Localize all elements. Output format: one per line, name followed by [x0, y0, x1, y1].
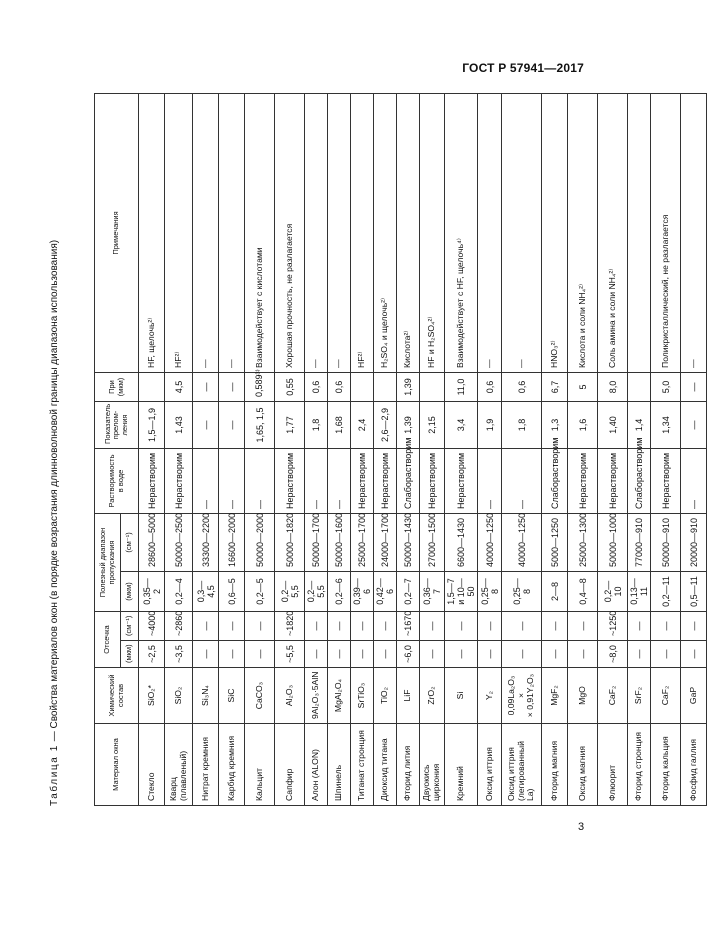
cell-cut-cm: —	[328, 611, 351, 640]
cell-material: Фторид лития	[397, 724, 420, 806]
cell-band-um: 0,2—5,5	[275, 571, 305, 611]
table-row	[502, 93, 542, 805]
cell-chem: 0,09La₂O₃ × × 0,91Y₂O₃	[502, 668, 542, 724]
cell-notes: —	[219, 93, 245, 372]
cell-chem: SrTiO₃	[351, 668, 374, 724]
cell-refr: 1,40	[598, 401, 628, 448]
cell-at	[374, 372, 397, 401]
cell-chem: SiO₂	[165, 668, 193, 724]
cell-refr: 1,39	[397, 401, 420, 448]
cell-refr: 2,15	[420, 401, 445, 448]
table-row	[445, 93, 478, 805]
cell-band-um: 0,2—7	[397, 571, 420, 611]
cell-solub: Нерастворим	[351, 448, 374, 513]
cell-band-cm: 77000—910	[628, 513, 651, 571]
cell-solub: Нерастворим	[445, 448, 478, 513]
table-row	[681, 93, 707, 805]
cell-at: —	[219, 372, 245, 401]
cell-band-cm: 5000—1250	[542, 513, 568, 571]
cell-solub: Нерастворим	[275, 448, 305, 513]
cell-band-um: 0,25—8	[502, 571, 542, 611]
cell-solub: Слаборастворим	[628, 448, 651, 513]
cell-solub: Нерастворим	[420, 448, 445, 513]
cell-notes: HNO₃²⁾	[542, 93, 568, 372]
cell-at: 6,7	[542, 372, 568, 401]
table-row	[598, 93, 628, 805]
cell-chem: 9Al₂O₃·5AlN	[305, 668, 328, 724]
cell-notes	[628, 93, 651, 372]
cell-solub: —	[305, 448, 328, 513]
cell-cut-um: —	[420, 641, 445, 668]
table-row	[328, 93, 351, 805]
cell-material: Оксид иттрия (легированный La)	[502, 724, 542, 806]
cell-chem: GaP	[681, 668, 707, 724]
cell-solub: Нерастворим	[374, 448, 397, 513]
cell-solub: —	[478, 448, 502, 513]
cell-notes: H₂SO₄ и щелочь²⁾	[374, 93, 397, 372]
cell-solub: Нерастворим	[165, 448, 193, 513]
cell-cut-um: ~6,0	[397, 641, 420, 668]
cell-chem: LiF	[397, 668, 420, 724]
cell-cut-cm: ~1670	[397, 611, 420, 640]
table-caption	[49, 94, 60, 806]
cell-cut-um: —	[351, 641, 374, 668]
cell-at	[351, 372, 374, 401]
cell-chem: CaF₂	[651, 668, 681, 724]
cell-refr: 1,5—1,9	[139, 401, 165, 448]
cell-cut-um: —	[305, 641, 328, 668]
table-row	[139, 93, 165, 805]
cell-band-cm: 16600—2000	[219, 513, 245, 571]
cell-band-um: 0,2—11	[651, 571, 681, 611]
cell-band-um: 1,5—7 и 10—50	[445, 571, 478, 611]
table-row	[628, 93, 651, 805]
cell-chem: Al₂O₃	[275, 668, 305, 724]
cell-refr: 1,4	[628, 401, 651, 448]
cell-refr: 1,3	[542, 401, 568, 448]
cell-cut-cm: ~1820	[275, 611, 305, 640]
cell-at: —	[193, 372, 219, 401]
cell-cut-cm: —	[351, 611, 374, 640]
table-row	[374, 93, 397, 805]
cell-material: Флюорит	[598, 724, 628, 806]
cell-cut-cm: —	[542, 611, 568, 640]
cell-at: —	[681, 372, 707, 401]
cell-cut-um: —	[502, 641, 542, 668]
cell-solub: —	[193, 448, 219, 513]
cell-cut-um: ~2,5	[139, 641, 165, 668]
cell-band-um: 0,4—8	[568, 571, 598, 611]
cell-band-um: 2—8	[542, 571, 568, 611]
cell-band-cm: 50000—1430	[397, 513, 420, 571]
table-row	[397, 93, 420, 805]
cell-band-cm: 33300—2200	[193, 513, 219, 571]
cell-band-cm: 50000—1600	[328, 513, 351, 571]
cell-notes: —	[681, 93, 707, 372]
cell-band-cm: 50000—1820	[275, 513, 305, 571]
cell-material: Сапфир	[275, 724, 305, 806]
cell-chem: Si	[445, 668, 478, 724]
cell-chem: ZrO₂	[420, 668, 445, 724]
cell-solub: —	[328, 448, 351, 513]
cell-at: 5	[568, 372, 598, 401]
cell-band-cm: 50000—910	[651, 513, 681, 571]
cell-at: 0,6	[328, 372, 351, 401]
cell-chem: SiO₂*	[139, 668, 165, 724]
cell-band-cm: 50000—1700	[305, 513, 328, 571]
table-row	[193, 93, 219, 805]
cell-at: 0,6	[478, 372, 502, 401]
cell-at	[420, 372, 445, 401]
cell-cut-cm: ~2860	[165, 611, 193, 640]
header-material: Материал окна	[95, 724, 139, 806]
cell-band-um: 0,6—5	[219, 571, 245, 611]
cell-refr: 2,4	[351, 401, 374, 448]
cell-notes: —	[305, 93, 328, 372]
cell-cut-cm: —	[193, 611, 219, 640]
header-band-cm: (см⁻¹)	[121, 513, 139, 571]
cell-cut-cm: —	[681, 611, 707, 640]
cell-refr: 1,43	[165, 401, 193, 448]
cell-chem: TiO₂	[374, 668, 397, 724]
cell-refr: 1,77	[275, 401, 305, 448]
cell-cut-cm: ~4000	[139, 611, 165, 640]
cell-band-cm: 25000—1300	[568, 513, 598, 571]
cell-at	[628, 372, 651, 401]
table-row	[245, 93, 275, 805]
cell-notes: —	[502, 93, 542, 372]
cell-band-cm: 27000—1500	[420, 513, 445, 571]
table-row	[351, 93, 374, 805]
cell-notes: Хорошая прочность, не разлагается	[275, 93, 305, 372]
cell-cut-cm: —	[445, 611, 478, 640]
cell-refr: 1,8	[502, 401, 542, 448]
cell-band-um: 0,5—11	[681, 571, 707, 611]
cell-solub: —	[681, 448, 707, 513]
materials-table	[94, 93, 707, 806]
cell-cut-um: —	[542, 641, 568, 668]
cell-notes: HF, щелочь²⁾	[139, 93, 165, 372]
table-row	[305, 93, 328, 805]
cell-band-um: 0,2—5	[245, 571, 275, 611]
cell-notes: —	[193, 93, 219, 372]
table-row	[275, 93, 305, 805]
cell-notes: Поликристаллический, не разлагается	[651, 93, 681, 372]
page-number: 3	[578, 821, 585, 833]
cell-band-um: 0,2—6	[328, 571, 351, 611]
cell-cut-cm: —	[305, 611, 328, 640]
cell-solub: Слаборастворим	[397, 448, 420, 513]
table-body	[139, 93, 707, 805]
cell-band-um: 0,13—11	[628, 571, 651, 611]
cell-solub: —	[502, 448, 542, 513]
cell-cut-um: ~8,0	[598, 641, 628, 668]
table-caption-text: — Свойства материалов окон (в порядке возрастания длинноволновой границы диапазона использования)	[49, 239, 60, 745]
cell-cut-um: ~5,5	[275, 641, 305, 668]
cell-band-um: 0,35—2	[139, 571, 165, 611]
cell-cut-cm: —	[478, 611, 502, 640]
cell-chem: MgF₂	[542, 668, 568, 724]
cell-band-cm: 40000—1250	[502, 513, 542, 571]
cell-at: 1,39	[397, 372, 420, 401]
document-code: ГОСТ Р 57941—2017	[462, 61, 584, 75]
cell-notes: Соль амина и соли NH₄²⁾	[598, 93, 628, 372]
cell-refr: 3,4	[445, 401, 478, 448]
cell-refr: 1,65, 1,5	[245, 401, 275, 448]
cell-band-um: 0,3—4,5	[193, 571, 219, 611]
cell-material: Нитрат кремния	[193, 724, 219, 806]
cell-cut-cm: —	[628, 611, 651, 640]
cell-notes: Взаимодействует с кислотами	[245, 93, 275, 372]
cell-band-cm: 25000—1700	[351, 513, 374, 571]
cell-solub: Нерастворим	[598, 448, 628, 513]
table-caption-label: Таблица 1	[49, 744, 60, 806]
cell-material: Оксид магния	[568, 724, 598, 806]
cell-notes: HF и H₂SO₄²⁾	[420, 93, 445, 372]
cell-at: 0,55	[275, 372, 305, 401]
cell-band-cm: 50000—2000	[245, 513, 275, 571]
cell-material: Кальцит	[245, 724, 275, 806]
cell-refr: —	[193, 401, 219, 448]
cell-cut-cm: —	[568, 611, 598, 640]
cell-cut-um: —	[219, 641, 245, 668]
cell-band-um: 0,42—6	[374, 571, 397, 611]
cell-band-um: 0,39—6	[351, 571, 374, 611]
table-row	[542, 93, 568, 805]
cell-refr: —	[681, 401, 707, 448]
cell-cut-cm: —	[245, 611, 275, 640]
cell-chem: Si₃N₄	[193, 668, 219, 724]
cell-cut-um: —	[245, 641, 275, 668]
cell-material: Кремний	[445, 724, 478, 806]
header-solubility: Растворимость в воде	[95, 448, 139, 513]
cell-band-cm: 24000—1700	[374, 513, 397, 571]
cell-band-cm: 50000—2500	[165, 513, 193, 571]
cell-material: Алон (ALON)	[305, 724, 328, 806]
rotated-table-area	[38, 94, 699, 806]
cell-solub: Нерастворим	[139, 448, 165, 513]
cell-cut-um: —	[374, 641, 397, 668]
cell-notes: HF²⁾	[165, 93, 193, 372]
table-row	[568, 93, 598, 805]
cell-refr: 2,6—2,9	[374, 401, 397, 448]
cell-band-cm: 40000—1250	[478, 513, 502, 571]
cell-notes: Взаимодействует с HF, щелочь⁴⁾	[445, 93, 478, 372]
cell-refr: 1,68	[328, 401, 351, 448]
cell-band-um: 0,36—7	[420, 571, 445, 611]
cell-material: Кварц (плавленый)	[165, 724, 193, 806]
cell-band-um: 0,2—4	[165, 571, 193, 611]
cell-chem: CaCO₃	[245, 668, 275, 724]
cell-material: Титанат стронция	[351, 724, 374, 806]
cell-refr: 1,9	[478, 401, 502, 448]
cell-material: Фторид кальция	[651, 724, 681, 806]
cell-band-um: 0,2—5,5	[305, 571, 328, 611]
cell-cut-cm: ~1250	[598, 611, 628, 640]
cell-band-cm: 6600—1430	[445, 513, 478, 571]
cell-cut-cm: —	[651, 611, 681, 640]
cell-at: 0,6	[305, 372, 328, 401]
header-cutoff-cm: (см⁻¹)	[121, 611, 139, 640]
cell-band-cm: 50000—1000	[598, 513, 628, 571]
cell-material: Фторид стронция	[628, 724, 651, 806]
cell-band-cm: 20000—910	[681, 513, 707, 571]
cell-chem: MgO	[568, 668, 598, 724]
cell-cut-cm: —	[502, 611, 542, 640]
table-row	[651, 93, 681, 805]
header-refraction: Показатель преломления	[95, 401, 139, 448]
cell-band-cm: 28600—5000	[139, 513, 165, 571]
cell-material: Шпинель	[328, 724, 351, 806]
cell-solub: —	[245, 448, 275, 513]
cell-notes: Кислота²⁾	[397, 93, 420, 372]
cell-notes: HF²⁾	[351, 93, 374, 372]
cell-material: Фосфид галлия	[681, 724, 707, 806]
cell-material: Стекло	[139, 724, 165, 806]
cell-cut-um: —	[651, 641, 681, 668]
cell-cut-cm: —	[420, 611, 445, 640]
cell-cut-um: ~3,5	[165, 641, 193, 668]
header-cutoff-um: (мкм)	[121, 641, 139, 668]
cell-chem: SiC	[219, 668, 245, 724]
cell-at: 11,0	[445, 372, 478, 401]
header-cutoff: Отсечка	[95, 611, 121, 667]
table-row	[165, 93, 193, 805]
cell-refr: 1,34	[651, 401, 681, 448]
cell-at: 4,5	[165, 372, 193, 401]
cell-refr: 1,8	[305, 401, 328, 448]
cell-cut-cm: —	[219, 611, 245, 640]
cell-cut-um: —	[328, 641, 351, 668]
header-band: Полезный диапазон пропускания	[95, 513, 121, 611]
table-row	[420, 93, 445, 805]
cell-chem: MgAl₂O₄	[328, 668, 351, 724]
cell-cut-cm: —	[374, 611, 397, 640]
cell-material: Двуокись циркония	[420, 724, 445, 806]
cell-notes: Кислота и соли NH₄²⁾	[568, 93, 598, 372]
cell-chem: CaF₂	[598, 668, 628, 724]
cell-refr: —	[219, 401, 245, 448]
cell-solub: —	[219, 448, 245, 513]
cell-cut-um: —	[681, 641, 707, 668]
cell-cut-um: —	[568, 641, 598, 668]
cell-refr: 1,6	[568, 401, 598, 448]
cell-at: 8,0	[598, 372, 628, 401]
cell-material: Диоксид титана	[374, 724, 397, 806]
cell-chem: Y₂	[478, 668, 502, 724]
cell-material: Карбид кремния	[219, 724, 245, 806]
cell-cut-um: —	[628, 641, 651, 668]
cell-at: 0,589³⁾	[245, 372, 275, 401]
header-notes: Примечания	[95, 93, 139, 372]
table-row	[478, 93, 502, 805]
cell-cut-um: —	[445, 641, 478, 668]
cell-cut-um: —	[478, 641, 502, 668]
header-band-um: (мкм)	[121, 571, 139, 611]
cell-band-um: 0,2—10	[598, 571, 628, 611]
cell-material: Фторид магния	[542, 724, 568, 806]
cell-at: 5,0	[651, 372, 681, 401]
header-refraction-at: При (мкм)	[95, 372, 139, 401]
cell-chem: SrF₂	[628, 668, 651, 724]
cell-at	[139, 372, 165, 401]
cell-material: Оксид иттрия	[478, 724, 502, 806]
table-row	[219, 93, 245, 805]
cell-notes: —	[328, 93, 351, 372]
cell-solub: Нерастворим	[568, 448, 598, 513]
cell-solub: Слаборастворим	[542, 448, 568, 513]
cell-solub: Нерастворим	[651, 448, 681, 513]
cell-notes: —	[478, 93, 502, 372]
header-chem: Химический состав	[95, 668, 139, 724]
cell-cut-um: —	[193, 641, 219, 668]
cell-band-um: 0,25—8	[478, 571, 502, 611]
cell-at: 0,6	[502, 372, 542, 401]
